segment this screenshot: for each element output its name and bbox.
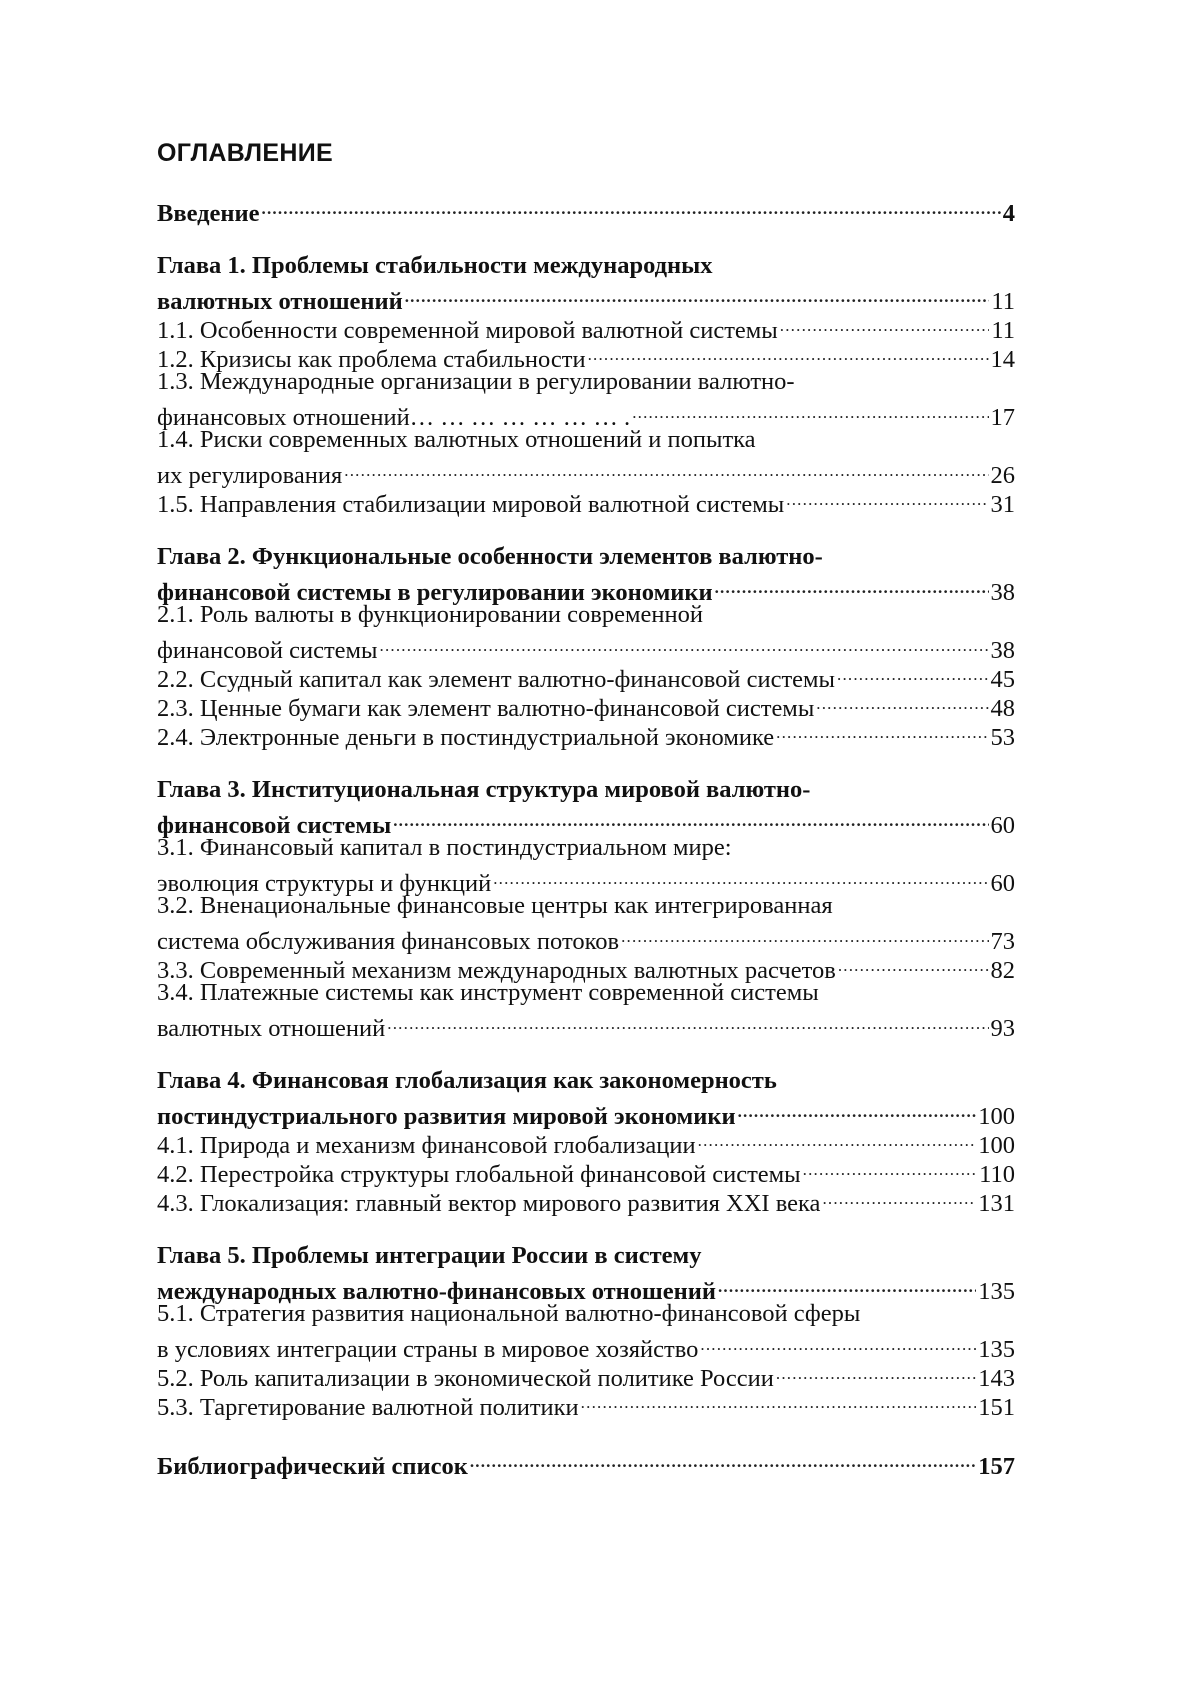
- dot-leader: [405, 280, 990, 309]
- entry-text: 3.3. Современный механизм международных валютных расчетов: [157, 957, 836, 984]
- toc-entry-bibliography: [157, 1445, 1015, 1480]
- entry-text: финансовой системы в регулировании экономики: [157, 579, 713, 606]
- entry-text: 4.1. Природа и механизм финансовой глобализации: [157, 1132, 696, 1159]
- dot-leader: [262, 192, 1001, 221]
- subsection-title-line: 3.1. Финансовый капитал в постиндустриальном мире:: [157, 834, 732, 861]
- entry-text: международных валютно-финансовых отношений: [157, 1278, 716, 1305]
- entry-text: система обслуживания финансовых потоков: [157, 928, 620, 955]
- page-number: 100: [978, 1103, 1015, 1130]
- entry-text: 2.2. Ссудный капитал как элемент валютно-финансовой системы: [157, 666, 835, 693]
- dot-leader: [816, 687, 988, 716]
- page-number: 4: [1002, 200, 1015, 227]
- toc-entry-chapter: [157, 1270, 1015, 1305]
- entry-text: 2.3. Ценные бумаги как элемент валютно-финансовой системы: [157, 695, 815, 722]
- page-number: 38: [990, 579, 1015, 606]
- entry-text: 4.3. Глокализация: главный вектор мирового развития XXI века: [157, 1190, 821, 1217]
- table-of-contents: [157, 138, 1015, 1504]
- chapter-title-line: Глава 1. Проблемы стабильности международных: [157, 252, 713, 279]
- toc-entry-subsection: [157, 1328, 1015, 1363]
- entry-text: 1.1. Особенности современной мировой валютной системы: [157, 317, 778, 344]
- page-number: 48: [990, 695, 1015, 722]
- intro-section: [157, 192, 1015, 227]
- dot-leader: [493, 862, 988, 891]
- subsection-title-line: 1.3. Международные организации в регулировании валютно-: [157, 368, 795, 395]
- subsection-title-line: 3.2. Вненациональные финансовые центры как интегрированная: [157, 892, 833, 919]
- entry-text: 2.4. Электронные деньги в постиндустриальной экономике: [157, 724, 775, 751]
- dot-leader: [588, 338, 989, 367]
- subsection-title-line: 3.4. Платежные системы как инструмент современной системы: [157, 979, 819, 1006]
- dot-leader: [698, 1124, 977, 1153]
- subsection-title-line: 5.1. Стратегия развития национальной валютно-финансовой сферы: [157, 1300, 861, 1327]
- page-number: 131: [978, 1190, 1015, 1217]
- toc-entry-chapter: [157, 280, 1015, 315]
- dot-leader: [344, 454, 988, 483]
- page-number: 82: [990, 957, 1015, 984]
- page-number: 26: [990, 462, 1015, 489]
- page-number: 17: [990, 404, 1015, 431]
- chapter-section: [157, 1241, 1015, 1421]
- subsection-title-line: 2.1. Роль валюты в функционировании современной: [157, 601, 703, 628]
- chapters-list: [157, 251, 1015, 1421]
- page-number: 31: [990, 491, 1015, 518]
- entry-text: валютных отношений: [157, 288, 403, 315]
- toc-entry-chapter: [157, 571, 1015, 606]
- page-number: 100: [978, 1132, 1015, 1159]
- chapter-section: [157, 251, 1015, 518]
- entry-text: Введение: [157, 200, 260, 227]
- page-number: 11: [991, 288, 1015, 315]
- page-number: 60: [990, 812, 1015, 839]
- dot-leader: [700, 1328, 976, 1357]
- dot-leader: [621, 920, 988, 949]
- dot-leader: [837, 658, 989, 687]
- dot-leader: [786, 483, 988, 512]
- page-number: 135: [978, 1336, 1015, 1363]
- subsection-title-line: 1.4. Риски современных валютных отношений и попытка: [157, 426, 756, 453]
- entry-text: в условиях интеграции страны в мировое хозяйство: [157, 1336, 699, 1363]
- page-number: 53: [990, 724, 1015, 751]
- toc-entry-subsection: [157, 920, 1015, 955]
- toc-entry-chapter: [157, 804, 1015, 839]
- dot-leader: [581, 1386, 977, 1415]
- dot-leader: [776, 716, 988, 745]
- entry-text: 1.2. Кризисы как проблема стабильности: [157, 346, 586, 373]
- chapter-title-line: Глава 5. Проблемы интеграции России в систему: [157, 1242, 702, 1269]
- dot-leader: [718, 1270, 976, 1299]
- toc-entry-chapter: [157, 1095, 1015, 1130]
- toc-entry-subsection: [157, 1007, 1015, 1042]
- toc-title: ОГЛАВЛЕНИЕ: [157, 139, 333, 167]
- page-number: 110: [979, 1161, 1015, 1188]
- dot-leader: [803, 1153, 978, 1182]
- page-number: 38: [990, 637, 1015, 664]
- dot-leader: [387, 1007, 988, 1036]
- entry-text: финансовой системы: [157, 637, 378, 664]
- entry-text: 5.3. Таргетирование валютной политики: [157, 1394, 579, 1421]
- dot-leader: [632, 396, 988, 425]
- page-number: 151: [978, 1394, 1015, 1421]
- page-number: 135: [978, 1278, 1015, 1305]
- chapter-title-line: Глава 2. Функциональные особенности элементов валютно-: [157, 543, 823, 570]
- entry-text: эволюция структуры и функций: [157, 870, 492, 897]
- dot-leader: [822, 1182, 976, 1211]
- entry-text: постиндустриального развития мировой экономики: [157, 1103, 736, 1130]
- toc-entry-subsection: [157, 862, 1015, 897]
- entry-text: 5.2. Роль капитализации в экономической политике России: [157, 1365, 774, 1392]
- dot-leader: [838, 949, 989, 978]
- dot-leader: [780, 309, 990, 338]
- entry-text: финансовых отношений… … … … … … … .: [157, 404, 631, 431]
- entry-text: валютных отношений: [157, 1015, 386, 1042]
- chapter-title-line: Глава 3. Институциональная структура мировой валютно-: [157, 776, 811, 803]
- dot-leader: [776, 1357, 976, 1386]
- dot-leader: [470, 1445, 976, 1474]
- toc-entry-subsection: [157, 396, 1015, 431]
- page-number: 93: [990, 1015, 1015, 1042]
- chapter-title-line: Глава 4. Финансовая глобализация как закономерность: [157, 1067, 777, 1094]
- bibliography-section: [157, 1445, 1015, 1480]
- page-number: 143: [978, 1365, 1015, 1392]
- entry-text: 1.5. Направления стабилизации мировой валютной системы: [157, 491, 785, 518]
- toc-entry-intro: [157, 192, 1015, 227]
- page-number: 45: [990, 666, 1015, 693]
- chapter-section: [157, 775, 1015, 1042]
- chapter-section: [157, 1066, 1015, 1217]
- chapter-section: [157, 542, 1015, 751]
- entry-text: 4.2. Перестройка структуры глобальной финансовой системы: [157, 1161, 801, 1188]
- entry-text: финансовой системы: [157, 812, 392, 839]
- page-number: 157: [978, 1453, 1015, 1480]
- entry-text: их регулирования: [157, 462, 343, 489]
- page-number: 11: [991, 317, 1015, 344]
- dot-leader: [393, 804, 988, 833]
- dot-leader: [380, 629, 989, 658]
- page-number: 60: [990, 870, 1015, 897]
- toc-entry-subsection: [157, 629, 1015, 664]
- page-number: 73: [990, 928, 1015, 955]
- toc-entry-subsection: [157, 454, 1015, 489]
- dot-leader: [715, 571, 989, 600]
- page-number: 14: [990, 346, 1015, 373]
- entry-text: Библиографический список: [157, 1453, 468, 1480]
- dot-leader: [738, 1095, 977, 1124]
